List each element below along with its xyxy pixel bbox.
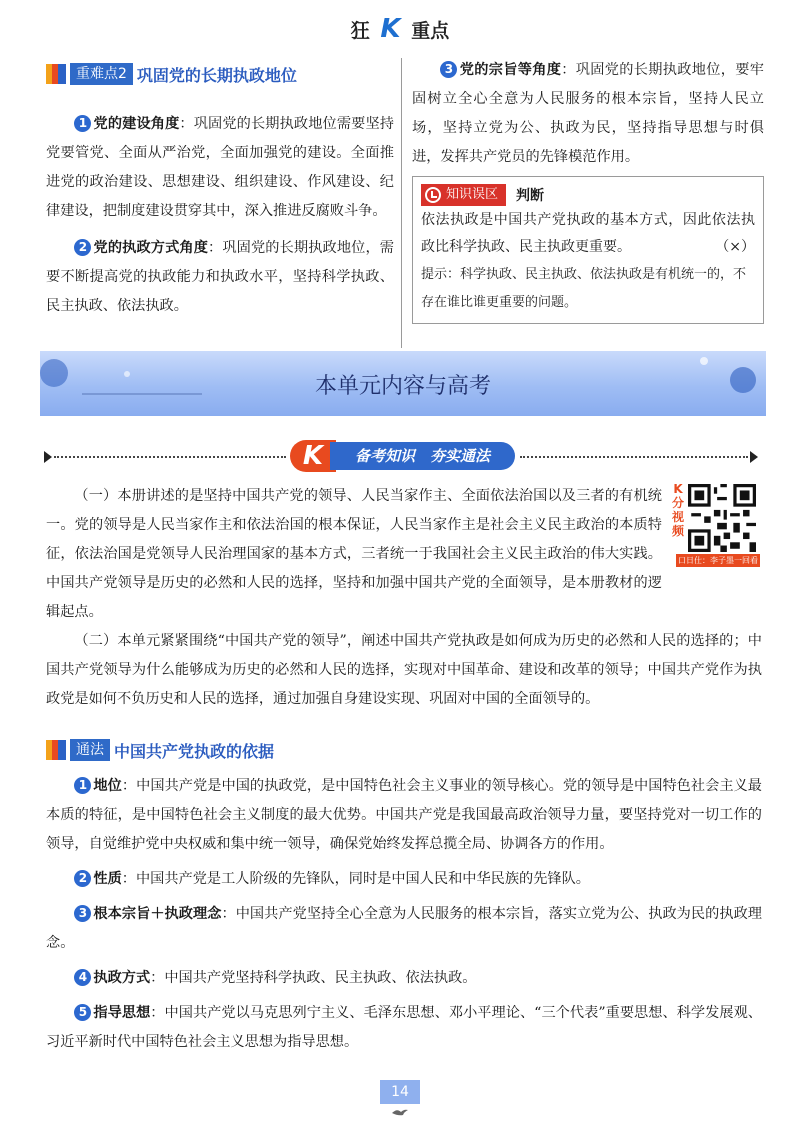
method-item — [46, 900, 762, 958]
banner-decoration — [700, 357, 708, 365]
general-method-header — [46, 738, 274, 762]
method-item — [46, 964, 762, 993]
number-badge-icon: 1 — [74, 777, 91, 794]
item-lead: 党的宗旨等角度 — [459, 62, 562, 78]
answer-mark: （×） — [715, 239, 755, 255]
item-text: ：中国共产党是中国的执政党，是中国特色社会主义事业的领导核心。党的领导是中国特色社会主义最本质的特征，是中国特色社会主义制度的最大优势。中国共产党是我国最高政治领导力量，要坚持党对一切工作的领导，自觉维护党中央权威和集中统一领导，确保党始终发挥总揽全局、协调各方的作用。 — [46, 778, 762, 852]
number-badge-icon: 4 — [74, 969, 91, 986]
qr-side-label: K分视频 — [671, 482, 684, 538]
banner-title: 本单元内容与高考 — [314, 374, 491, 399]
item-text: ：巩固党的长期执政地位，需要不断提高党的执政能力和执政水平，坚持科学执政、民主执政、依法执政。 — [46, 240, 394, 314]
key-point-item — [46, 110, 394, 226]
number-badge-icon: 3 — [440, 61, 457, 78]
key-point-tag: 重难点2 — [70, 63, 133, 85]
item-lead: 党的建设角度 — [93, 116, 180, 132]
item-lead: 党的执政方式角度 — [93, 240, 209, 256]
misconception-header — [421, 183, 755, 207]
section-pill — [290, 440, 515, 472]
number-badge-icon: 3 — [74, 905, 91, 922]
qr-video-block[interactable] — [670, 482, 762, 578]
column-divider — [401, 58, 402, 348]
unit-banner — [40, 351, 766, 416]
method-item — [46, 999, 762, 1057]
item-lead: 指导思想 — [93, 1005, 151, 1021]
item-lead: 根本宗旨＋执政理念 — [93, 906, 222, 922]
misconception-box — [412, 176, 764, 324]
bird-ornament-icon — [391, 1107, 409, 1117]
item-lead: 性质 — [93, 871, 122, 887]
key-point-section — [46, 62, 394, 321]
section-pill-text: 备考知识 夯实通法 — [330, 442, 515, 470]
k-logo-icon: K — [290, 440, 336, 472]
arrow-left-icon — [44, 451, 52, 463]
item-lead: 地位 — [93, 778, 122, 794]
key-point-continued — [412, 62, 764, 324]
misconception-statement — [421, 207, 755, 261]
misconception-hint: 提示：科学执政、民主执政、依法执政是有机统一的，不存在谁比谁更重要的问题。 — [421, 267, 747, 310]
item-text: ：巩固党的长期执政地位需要坚持党要管党、全面从严治党，全面加强党的建设。全面推进党的政治建设、思想建设、组织建设、作风建设、纪律建设，把制度建设贯穿其中，深入推进反腐败斗争。 — [46, 116, 394, 219]
intro-section — [46, 482, 762, 714]
arrow-right-icon — [750, 451, 758, 463]
item-lead: 执政方式 — [93, 970, 151, 986]
qr-code-icon[interactable] — [688, 484, 756, 552]
qr-caption: 口日仕：李子墨一回看知识 — [678, 556, 758, 578]
check-circle-icon — [425, 187, 441, 203]
book-icon — [46, 64, 68, 84]
page-header-brand — [0, 14, 800, 44]
misconception-label: 判断 — [516, 188, 545, 204]
general-method-body — [46, 772, 762, 1057]
dotted-divider — [54, 456, 286, 458]
misconception-tag-label: 知识误区 — [446, 187, 499, 202]
item-text: ：中国共产党坚持全心全意为人民服务的根本宗旨，落实立党为公、执政为民的执政理念。 — [46, 906, 762, 951]
intro-paragraph-2: （二）本单元紧紧围绕“中国共产党的领导”，阐述中国共产党执政是如何成为历史的必然和人民的选择的；中国共产党领导为什么能够成为历史的必然和人民的选择，实现对中国革命、建设和改革的领导；中国共产党作为执政党是如何不负历史和人民的选择，通过加强自身建设实现、巩固对中国的全面领导的。 — [46, 633, 762, 707]
statement-text: 依法执政是中国共产党执政的基本方式，因此依法执政比科学执政、民主执政更重要。 — [421, 212, 755, 255]
brand-left-text: 狂 — [350, 20, 370, 42]
key-point-item — [412, 56, 764, 172]
item-text: ：巩固党的长期执政地位，要牢固树立全心全意为人民服务的根本宗旨，坚持人民立场，坚持立党为公、执政为民，坚持指导思想与时俱进，发挥共产党员的先锋模范作用。 — [412, 62, 764, 165]
general-method-tag: 通法 — [70, 739, 110, 761]
item-text: ：中国共产党是工人阶级的先锋队，同时是中国人民和中华民族的先锋队。 — [121, 871, 590, 887]
item-text: ：中国共产党以马克思列宁主义、毛泽东思想、邓小平理论、“三个代表”重要思想、科学发展观、习近平新时代中国特色社会主义思想为指导思想。 — [46, 1005, 762, 1050]
key-point-item — [46, 234, 394, 321]
number-badge-icon: 5 — [74, 1004, 91, 1021]
number-badge-icon: 2 — [74, 239, 91, 256]
brand-right-text: 重点 — [411, 20, 450, 42]
number-badge-icon: 2 — [74, 870, 91, 887]
page-number: 14 — [380, 1080, 420, 1104]
method-item — [46, 865, 762, 894]
key-point-header — [46, 62, 394, 86]
key-point-title: 巩固党的长期执政地位 — [136, 65, 297, 85]
method-item — [46, 772, 762, 859]
general-method-title: 中国共产党执政的依据 — [114, 741, 275, 761]
brand-k-logo: K — [380, 14, 401, 44]
book-icon — [46, 740, 68, 760]
item-text: ：中国共产党坚持科学执政、民主执政、依法执政。 — [150, 970, 477, 986]
misconception-tag — [421, 184, 506, 206]
intro-paragraph-1: （一）本册讲述的是坚持中国共产党的领导、人民当家作主、全面依法治国以及三者的有机统一。党的领导是人民当家作主和依法治国的根本保证，人民当家作主是社会主义民主政治的本质特征，依法治国是党领导人民治理国家的基本方式，三者统一于我国社会主义民主政治的伟大实践。中国共产党领导是历史的必然和人民的选择，坚持和加强中国共产党的全面领导，是本册教材的逻辑起点。 — [46, 488, 662, 620]
number-badge-icon: 1 — [74, 115, 91, 132]
dotted-divider — [520, 456, 748, 458]
